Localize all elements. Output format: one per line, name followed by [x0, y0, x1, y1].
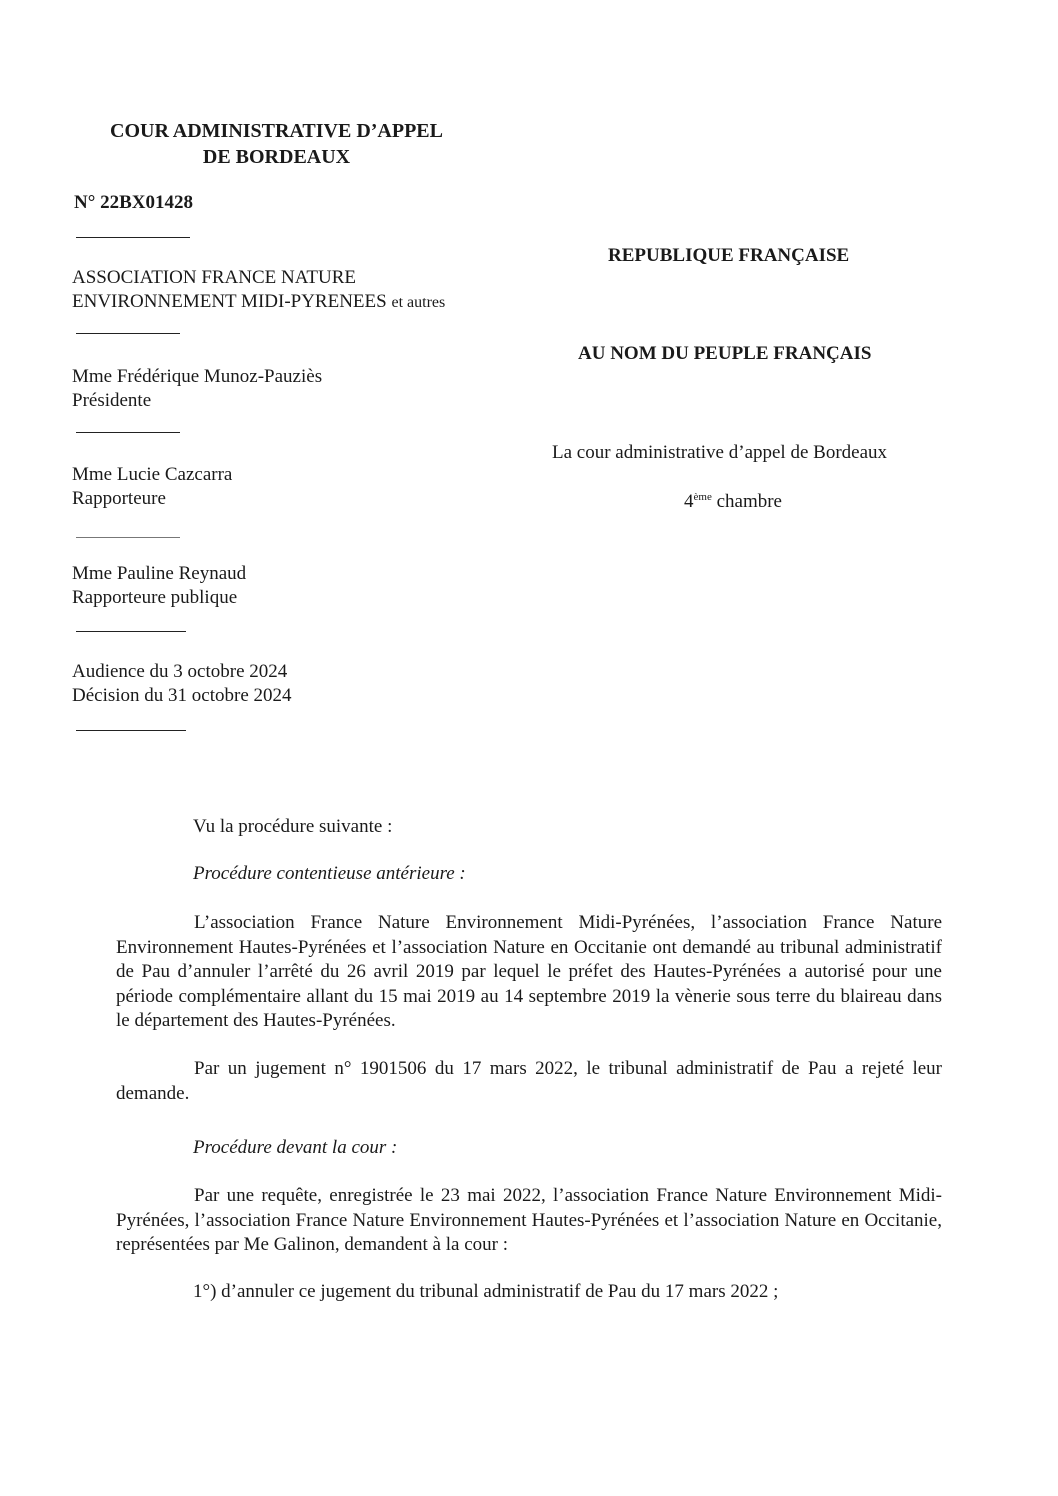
president-name: Mme Frédérique Munoz-Pauziès: [72, 366, 323, 387]
heading-court-procedure: Procédure devant la cour :: [193, 1137, 398, 1158]
intro-line: Vu la procédure suivante :: [193, 816, 393, 837]
rapporteure-block: [72, 463, 232, 511]
divider: [76, 537, 180, 538]
chamber: [684, 491, 782, 513]
paragraph-request: Par une requête, enregistrée le 23 mai 2022, l’association France Nature Environnement Midi-Pyrénées, l’association France Nature Environnement Hautes-Pyrénées et l’association Nature en Occitanie, représentées par Me Galinon, demandent à la cour :: [116, 1185, 942, 1255]
heading-prior-procedure: Procédure contentieuse antérieure :: [193, 863, 466, 884]
paragraph-judgment: Par un jugement n° 1901506 du 17 mars 2022, le tribunal administratif de Pau a rejeté leur demande.: [116, 1058, 942, 1104]
court-full-name: La cour administrative d’appel de Bordeaux: [552, 442, 888, 463]
public-rapporteure-block: [72, 562, 246, 610]
president-block: [72, 365, 322, 413]
divider: [76, 730, 186, 731]
parties-suffix: et autres: [391, 294, 446, 311]
parties-line2: [72, 290, 445, 315]
parties-line1: ASSOCIATION FRANCE NATURE: [72, 267, 356, 288]
divider: [76, 237, 190, 238]
rapporteure-name: Mme Lucie Cazcarra: [72, 464, 233, 485]
court-name-line2: DE BORDEAUX: [202, 146, 351, 168]
public-rapporteure-role: Rapporteure publique: [72, 587, 238, 608]
divider: [76, 333, 180, 334]
republic-heading: REPUBLIQUE FRANÇAISE: [608, 245, 850, 266]
chamber-number: 4: [684, 491, 694, 512]
decision-date: Décision du 31 octobre 2024: [72, 685, 292, 706]
divider: [76, 432, 180, 433]
chamber-word: chambre: [716, 491, 782, 512]
people-heading: AU NOM DU PEUPLE FRANÇAIS: [578, 343, 872, 364]
court-name-line1: COUR ADMINISTRATIVE D’APPEL: [110, 120, 443, 142]
court-header: [110, 118, 443, 170]
rapporteure-role: Rapporteure: [72, 488, 166, 509]
president-role: Présidente: [72, 390, 152, 411]
chamber-superscript: ème: [693, 491, 712, 503]
point-1: 1°) d’annuler ce jugement du tribunal administratif de Pau du 17 mars 2022 ;: [193, 1281, 779, 1302]
parties-name: ENVIRONNEMENT MIDI-PYRENEES: [72, 291, 387, 312]
hearing-date: Audience du 3 octobre 2024: [72, 661, 288, 682]
divider: [76, 631, 186, 632]
parties-block: [72, 266, 445, 315]
public-rapporteure-name: Mme Pauline Reynaud: [72, 563, 247, 584]
dates-block: [72, 660, 292, 708]
paragraph-prior-procedure: L’association France Nature Environnement Midi-Pyrénées, l’association France Nature Environnement Hautes-Pyrénées et l’association Nature en Occitanie ont demandé au tribunal administratif de Pau d’annuler l’arrêté du 26 avril 2019 par lequel le préfet des Hautes-Pyrénées a autorisé pour une période complémentaire allant du 15 mai 2019 au 14 septembre 2019 la vènerie sous terre du blaireau dans le département des Hautes-Pyrénées.: [116, 912, 942, 1031]
case-number: N° 22BX01428: [74, 192, 193, 213]
